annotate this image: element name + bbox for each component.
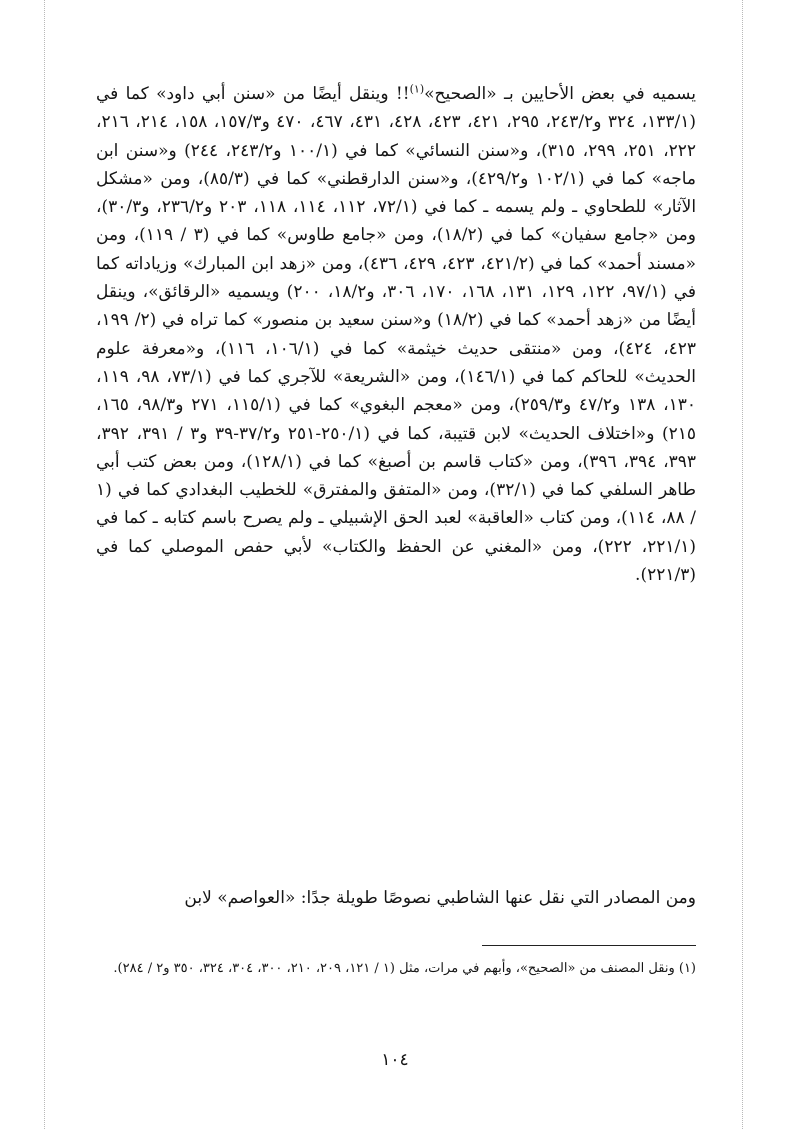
footnote-reference-marker[interactable]: (١) bbox=[409, 82, 425, 96]
sources-paragraph-start: ومن المصادر التي نقل عنها الشاطبي نصوصًا طويلة جدًا: «العواصم» لابن bbox=[184, 888, 696, 908]
main-paragraph bbox=[96, 80, 696, 589]
footnote-divider bbox=[482, 945, 696, 946]
paragraph-body-text: !! وينقل أيضًا من «سنن أبي داود» كما في (١٣٣/١، ٣٢٤ و٢٤٣/٢، ٢٩٥، ٤٢١، ٤٢٣، ٤٢٨، ٤٣١، ٤٦٧، ٤٧٠ و١٥٧/٣، ١٥٨، ٢١٤، ٢١٦، ٢٢٢، ٢٥١، ٢٩٩، ٣١٥)، و«سنن النسائي» كما في (١٠٠/١ و٢٤٣/٢، ٢٤٤) و«سنن ابن ماجه» كما في (١٠٢/١ و٤٢٩/٢)، و«سنن الدارقطني» كما في (٨٥/٣)، ومن «مشكل الآثار» للطحاوي ـ ولم يسمه ـ كما في (٧٢/١، ١١٢، ١١٤، ١١٨، ٢٠٣ و٢٣٦/٢، و٣٠/٣)، ومن «جامع سفيان» كما في (١٨/٢)، ومن «جامع طاوس» كما في (٣ / ١١٩)، ومن «مسند أحمد» كما في (٤٢١/٢، ٤٢٣، ٤٢٩، ٤٣٦)، ومن «زهد ابن المبارك» وزياداته كما في (٩٧/١، ١٢٢، ١٢٩، ١٣١، ١٦٨، ١٧٠، ٣٠٦، و١٨/٢، ٢٠٠) ويسميه «الرقائق»، وينقل أيضًا من «زهد أحمد» كما في (١٨/٢) و«سنن سعيد بن منصور» كما تراه في (٢/ ١٩٩، ٤٢٣، ٤٢٤)، ومن «منتقى حديث خيثمة» كما في (١٠٦/١، ١١٦)، و«معرفة علوم الحديث» للحاكم كما في (١٤٦/١)، ومن «الشريعة» للآجري كما في (٧٣/١، ٩٨، ١١٩، ١٣٠، ١٣٨ و٤٧/٢ و٢٥٩/٣)، ومن «معجم البغوي» كما في (١١٥/١، ٢٧١ و٩٨/٣، ١٦٥، ٢١٥) و«اختلاف الحديث» لابن قتيبة، كما في (٢٥٠/١-٢٥١ و٣٧/٢-٣٩ و٣ / ٣٩١، ٣٩٢، ٣٩٣، ٣٩٤، ٣٩٦)، ومن «كتاب قاسم بن أصبغ» كما في (١٢٨/١)، ومن بعض كتب أبي طاهر السلفي كما في (٣٢/١)، ومن «المتفق والمفترق» للخطيب البغدادي كما في (١ / ٨٨، ١١٤)، ومن كتاب «العاقبة» لعبد الحق الإشبيلي ـ ولم يصرح باسم كتابه ـ كما في (٢٢١/١، ٢٢٢)، ومن «المغني عن الحفظ والكتاب» لأبي حفص الموصلي كما في (٢٢١/٣). bbox=[96, 84, 697, 586]
right-crop-guide bbox=[742, 0, 743, 1129]
footnote-text: (١) ونقل المصنف من «الصحيح»، وأبهم في مرات، مثل (١ / ١٢١، ٢٠٩، ٢١٠، ٣٠٠، ٣٠٤، ٣٢٤، ٣٥٠ و٢ / ٢٨٤). bbox=[113, 961, 696, 976]
page-number: ١٠٤ bbox=[381, 1050, 409, 1070]
main-text-block bbox=[96, 80, 696, 589]
paragraph-lead-text: يسميه في بعض الأحايين بـ «الصحيح» bbox=[424, 84, 696, 104]
left-crop-guide bbox=[44, 0, 45, 1129]
